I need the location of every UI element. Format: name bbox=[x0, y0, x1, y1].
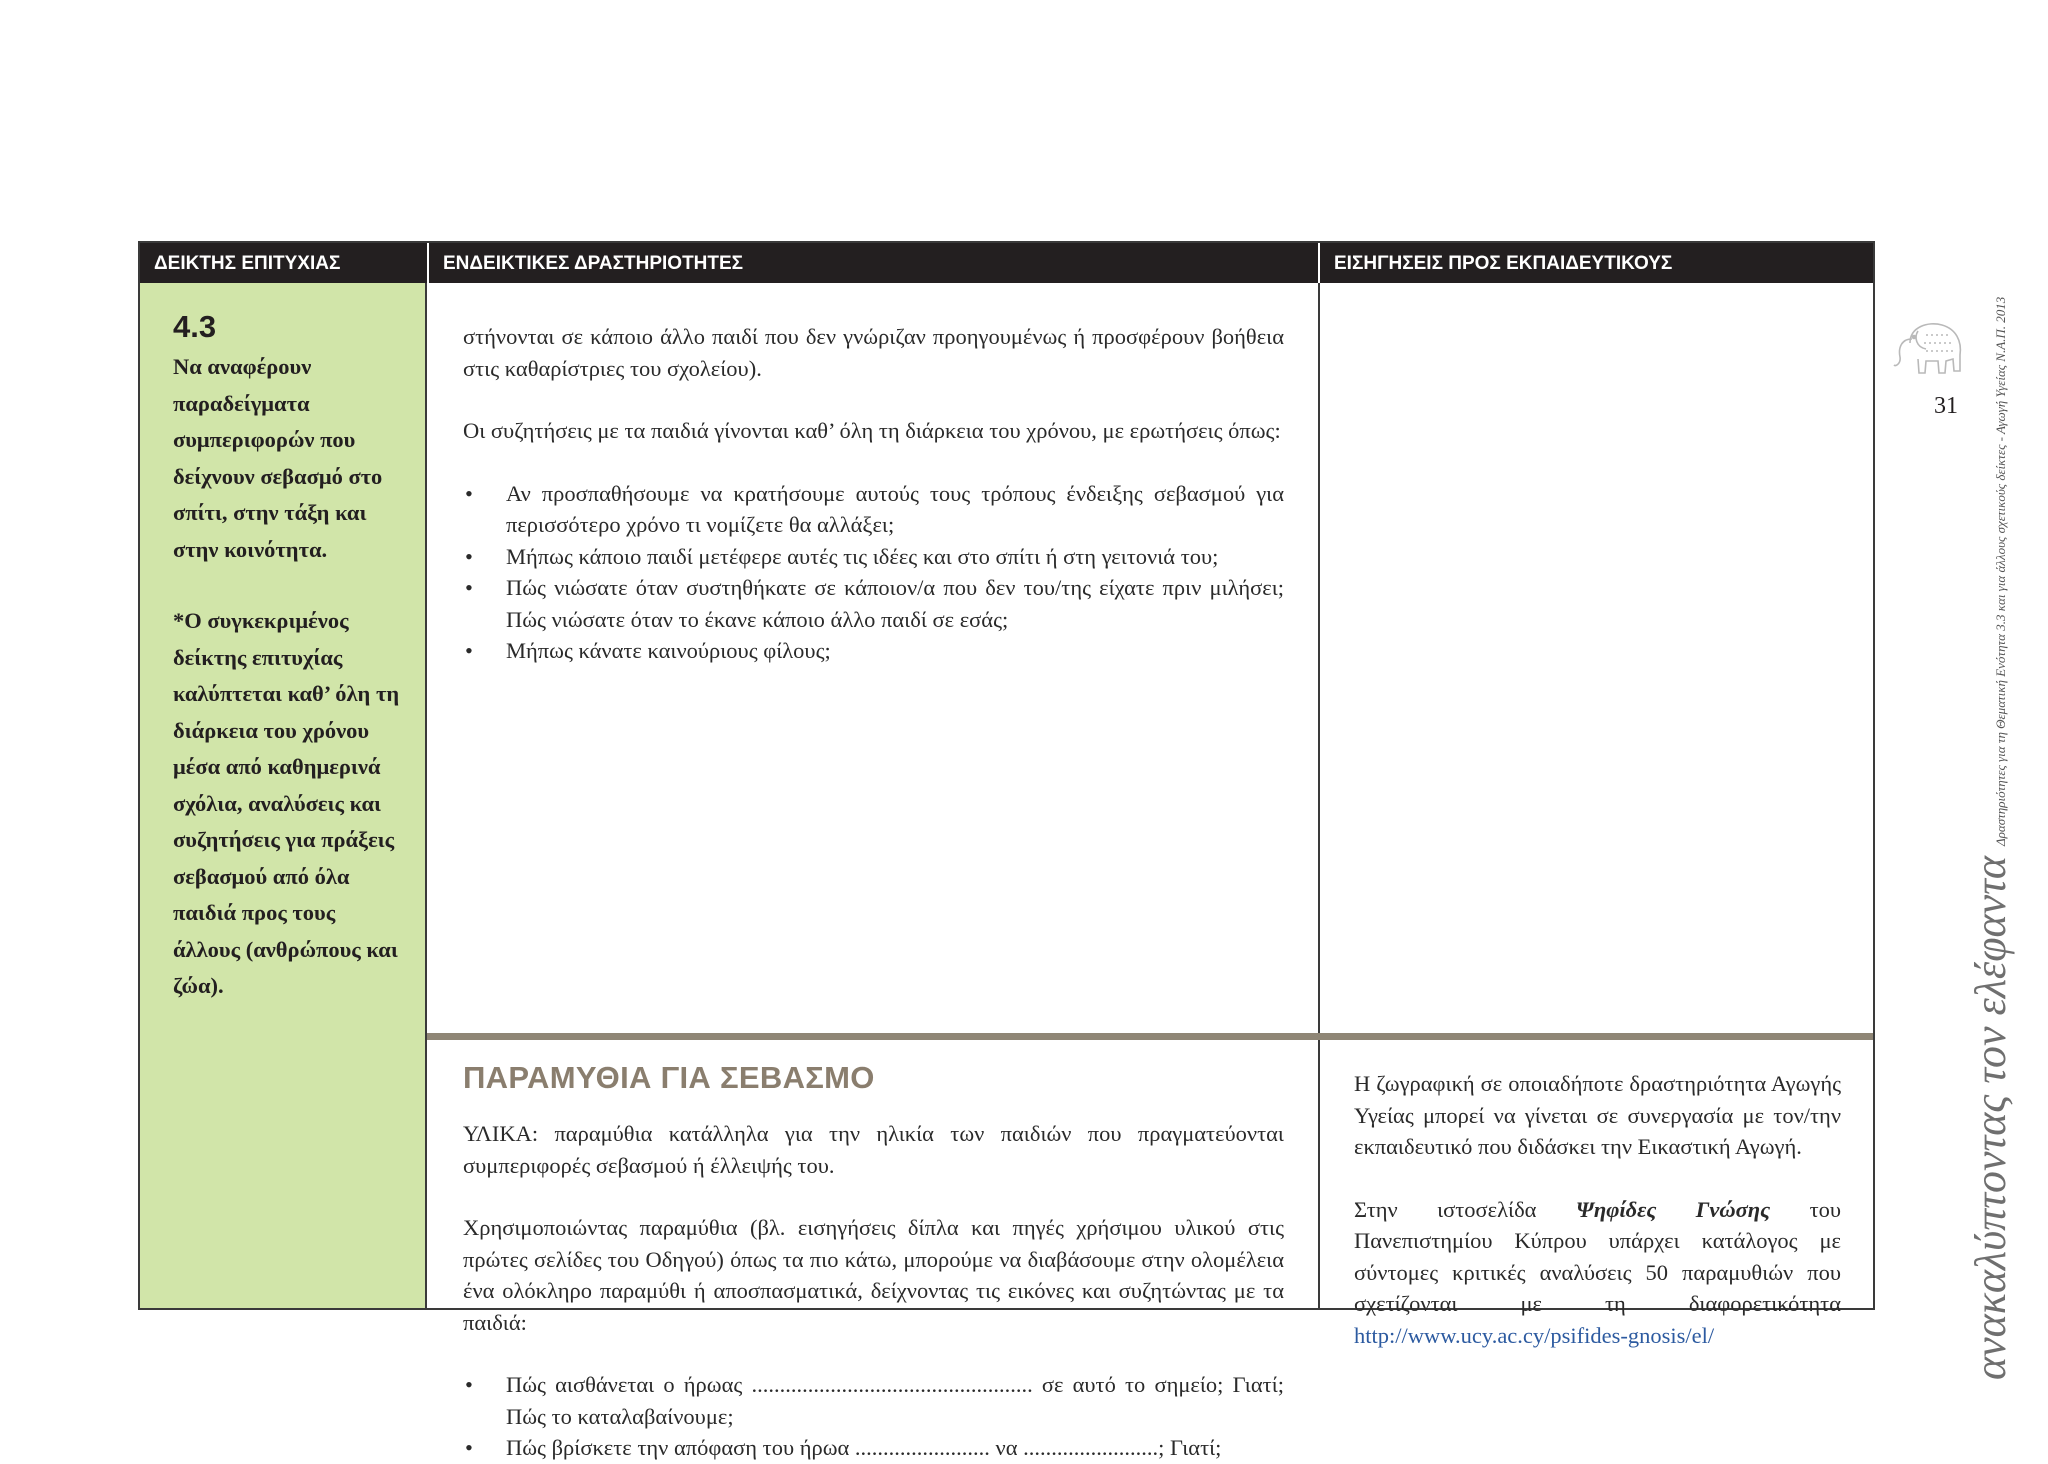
bullet-icon: • bbox=[465, 1372, 473, 1397]
section-title: ΠΑΡΑΜΥΘΙΑ ΓΙΑ ΣΕΒΑΣΜΟ bbox=[463, 1060, 875, 1095]
activities-paragraph: Χρησιμοποιώντας παραμύθια (βλ. εισηγήσεις δίπλα και πηγές χρήσιμου υλικού στις πρώτες σελίδες του Οδηγού) όπως τα πιο κάτω, μπορούμε να διαβάσουμε στην ολομέλεια ένα ολόκληρο παραμύθι ή αποσπασματικά, δείχνοντας τις εικόνες και συζητώντας με τα παιδιά: bbox=[463, 1215, 1284, 1335]
indicator-number: 4.3 bbox=[173, 309, 217, 344]
indicator-text: Να αναφέρουν παραδείγματα συμπεριφορών που δείχνουν σεβασμό στο σπίτι, στην τάξη και στην κοινότητα. bbox=[173, 354, 383, 562]
list-item: • Μήπως κάποιο παιδί μετέφερε αυτές τις ιδέες και στο σπίτι ή στη γειτονιά του; bbox=[463, 541, 1284, 573]
success-indicator-cell bbox=[140, 283, 427, 1308]
suggestion-paragraph: Στην ιστοσελίδα Ψηφίδες Γνώσης του Πανεπιστημίου Κύπρου υπάρχει κατάλογος με σύντομες κριτικές αναλύσεις 50 παραμυθιών που σχετίζονται με τη διαφορετικότητα http://www.ucy.ac.cy/psifides-gnosis/el/ bbox=[1354, 1196, 1841, 1348]
publication-credit bbox=[1965, 297, 2016, 1380]
suggestions-cell-bottom bbox=[1318, 1040, 1873, 1348]
suggestion-paragraph: Η ζωγραφική σε οποιαδήποτε δραστηριότητα Αγωγής Υγείας μπορεί να γίνεται σε συνεργασία με τον/την εκπαιδευτικό που διδάσκει την Εικαστική Αγωγή. bbox=[1354, 1071, 1841, 1159]
header-teacher-suggestions: ΕΙΣΗΓΗΣΕΙΣ ΠΡΟΣ ΕΚΠΑΙΔΕΥΤΙΚΟΥΣ bbox=[1318, 243, 1875, 283]
publication-subtitle: Δραστηριότητες για τη Θεματική Ενότητα 3.3 και για άλλους σχετικούς δείκτες - Αγωγή Υγείας Ν.Α.Π. 2013 bbox=[1993, 296, 2008, 846]
suggestions-cell-top bbox=[1318, 283, 1873, 1033]
list-item: • Αν προσπαθήσουμε να κρατήσουμε αυτούς τους τρόπους ένδειξης σεβασμού για περισσότερο χρόνο τι νομίζετε θα αλλάξει; bbox=[463, 478, 1284, 541]
discussion-questions-list bbox=[463, 478, 1284, 667]
bullet-icon: • bbox=[465, 480, 473, 506]
list-item: • Πώς βρίσκετε την απόφαση του ήρωα ........................ να ........................; Γιατί; bbox=[463, 1432, 1284, 1464]
activities-paragraph: στήνονται σε κάποιο άλλο παιδί που δεν γνώριζαν προηγουμένως ή προσφέρουν βοήθεια στις καθαρίστριες του σχολείου). bbox=[463, 324, 1284, 381]
bullet-icon: • bbox=[465, 575, 473, 600]
section-divider bbox=[427, 1033, 1873, 1040]
bullet-icon: • bbox=[465, 638, 473, 663]
list-item: • Μήπως κάνατε καινούριους φίλους; bbox=[463, 635, 1284, 667]
website-name: Ψηφίδες Γνώσης bbox=[1575, 1196, 1771, 1222]
elephant-icon bbox=[1890, 313, 1970, 383]
page-number: 31 bbox=[1934, 393, 1958, 419]
bullet-icon: • bbox=[465, 1435, 473, 1460]
bullet-icon: • bbox=[465, 543, 473, 569]
website-link[interactable]: http://www.ucy.ac.cy/psifides-gnosis/el/ bbox=[1354, 1322, 1715, 1348]
activities-cell-bottom bbox=[427, 1040, 1318, 1460]
header-success-indicator: ΔΕΙΚΤΗΣ ΕΠΙΤΥΧΙΑΣ bbox=[154, 253, 341, 274]
indicator-note: *Ο συγκεκριμένος δείκτης επιτυχίας καλύπτεται καθ’ όλη τη διάρκεια του χρόνου μέσα από καθημερινά σχόλια, αναλύσεις και συζητήσεις για πράξεις σεβασμού από όλα παιδιά προς τους άλλους (ανθρώπους και ζώα). bbox=[173, 608, 400, 998]
story-questions-list bbox=[463, 1369, 1284, 1464]
activities-cell-top bbox=[427, 283, 1318, 1033]
list-item: • Πώς νιώσατε όταν συστηθήκατε σε κάποιον/α που δεν του/της είχατε πριν μιλήσει; Πώς νιώσατε όταν το έκανε κάποιο άλλο παιδί σε εσάς; bbox=[463, 572, 1284, 635]
activities-paragraph: Οι συζητήσεις με τα παιδιά γίνονται καθ’ όλη τη διάρκεια του χρόνου, με ερωτήσεις όπως: bbox=[463, 418, 1281, 443]
materials-paragraph: ΥΛΙΚΑ: παραμύθια κατάλληλα για την ηλικία των παιδιών που πραγματεύονται συμπεριφορές σεβασμού ή έλλειψής του. bbox=[463, 1121, 1284, 1178]
list-item: • Πώς αισθάνεται ο ήρωας .................................................. σε αυτό το σημείο; Γιατί; Πώς το καταλαβαίνουμε; bbox=[463, 1369, 1284, 1432]
header-indicative-activities: ΕΝΔΕΙΚΤΙΚΕΣ ΔΡΑΣΤΗΡΙΟΤΗΤΕΣ bbox=[427, 243, 1318, 283]
table-header bbox=[140, 243, 1873, 283]
activity-table bbox=[138, 241, 1875, 1460]
brand-logo-text: ανακαλύπτοντας τον ελέφαντα bbox=[1966, 855, 2015, 1380]
